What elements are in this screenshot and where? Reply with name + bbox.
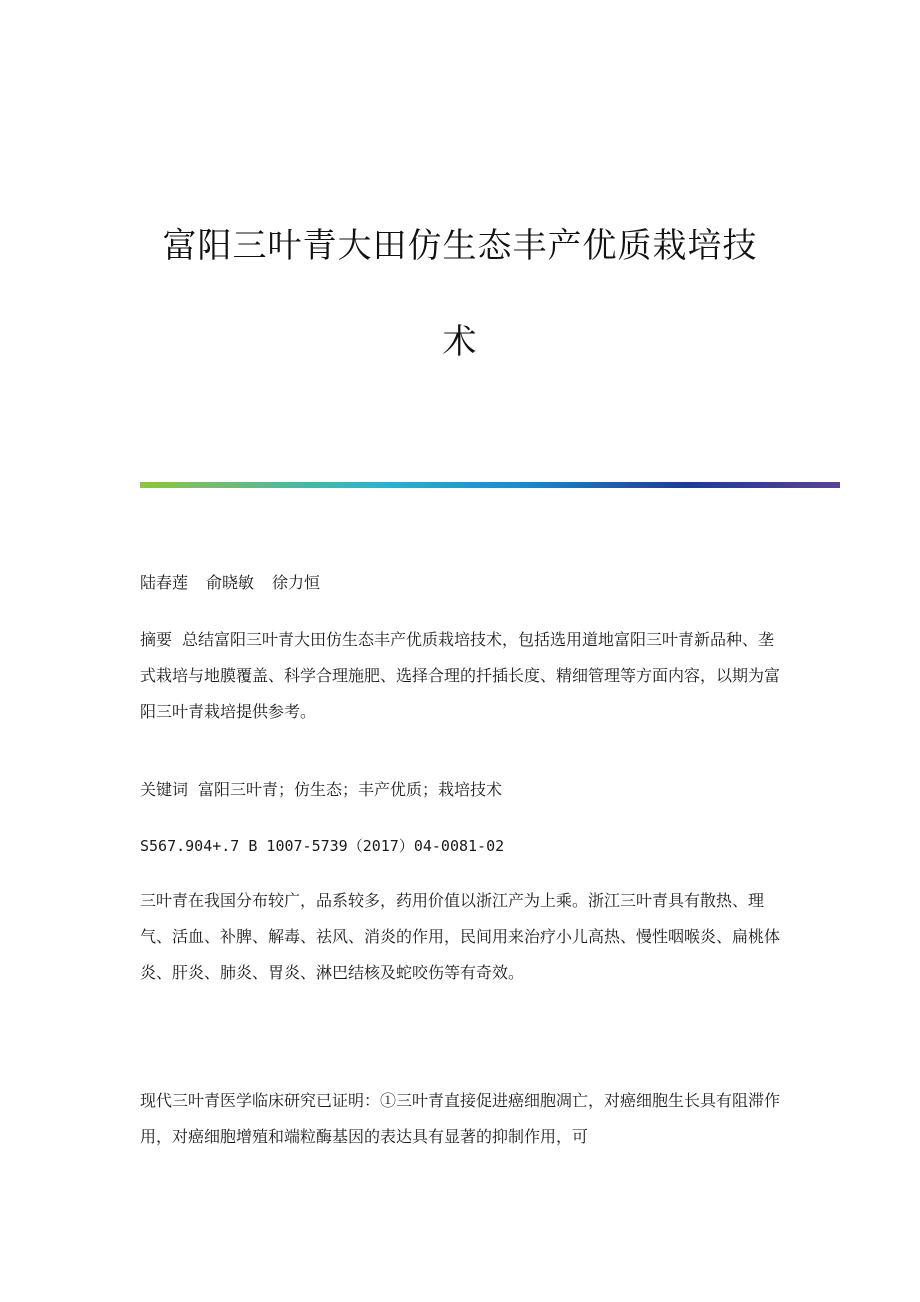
author-list	[140, 565, 780, 601]
keywords-text: 富阳三叶青；仿生态；丰产优质；栽培技术	[198, 780, 503, 799]
title-line-2: 术	[442, 322, 478, 362]
abstract-label: 摘要	[140, 630, 173, 649]
keywords	[140, 772, 780, 808]
author-name: 俞晓敏	[206, 573, 255, 592]
body-paragraph: 三叶青在我国分布较广，品系较多，药用价值以浙江产为上乘。浙江三叶青具有散热、理气、活血、补脾、解毒、祛风、消炎的作用，民间用来治疗小儿高热、慢性咽喉炎、扁桃体炎、肝炎、肺炎、胃炎、淋巴结核及蛇咬伤等有奇效。	[140, 891, 781, 982]
abstract-text: 总结富阳三叶青大田仿生态丰产优质栽培技术，包括选用道地富阳三叶青新品种、垄式栽培与地膜覆盖、科学合理施肥、选择合理的扦插长度、精细管理等方面内容，以期为富阳三叶青栽培提供参考。	[140, 630, 781, 721]
classification-codes: S567.904+.7 B 1007-5739（2017）04-0081-02	[140, 837, 505, 855]
body-paragraph: 现代三叶青医学临床研究已证明：①三叶青直接促进癌细胞凋亡，对癌细胞生长具有阻滞作用，对癌细胞增殖和端粒酶基因的表达具有显著的抑制作用，可	[140, 1091, 781, 1146]
author-name: 徐力恒	[272, 573, 321, 592]
abstract	[140, 622, 780, 730]
keywords-label: 关键词	[140, 780, 189, 799]
author-name: 陆春莲	[140, 573, 189, 592]
title-divider	[140, 482, 840, 488]
title-line-1: 富阳三叶青大田仿生态丰产优质栽培技	[162, 226, 758, 266]
